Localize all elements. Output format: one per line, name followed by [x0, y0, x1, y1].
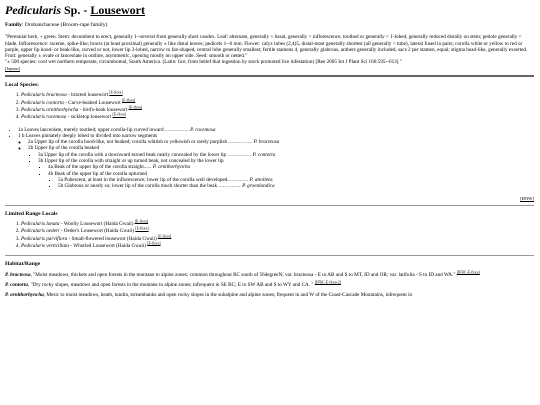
title-common-name: Lousewort [90, 3, 146, 17]
species-name[interactable]: Pedicularis contorta [21, 99, 64, 106]
divider [5, 255, 534, 256]
eflora-link[interactable]: [E-flora] [122, 97, 136, 102]
jepson-link[interactable]: [Jepson] [5, 65, 20, 71]
eflora-link[interactable]: [E-flora] [135, 226, 149, 231]
ifbc-link[interactable]: [IFBC-E-flora] [456, 269, 480, 274]
key-5a: ▪ 5a Pubescent, at least in the inflorescence; lower lip of the corolla well developed.............. P. attollens [58, 177, 534, 183]
identification-key [5, 127, 534, 190]
list-item: 1. Pedicularis bracteosa - bracted lousewort [E-flora] [21, 92, 534, 98]
list-item: 4. Pedicularis verticillata - Whorled Lousewort (Haida Gwaii) [E-flora] [21, 243, 534, 249]
list-item: 2. Pedicularis contorta - Curve-beaked Lousewort [E-flora] [21, 100, 534, 106]
species-name[interactable]: Pedicularis verticillata [21, 243, 69, 250]
habitat-entry: P. ornithorhyncha, Mesic to moist meadows, heath, tundra, streambanks and open rocky slopes in the subalpine and alpine zones; frequent in and W of the Coast-Cascade Mountains, infrequent in [5, 292, 413, 299]
family-value: : Orobanchaceae (Broom-rape family) [21, 22, 108, 28]
key-5b: ▪ 5b Glabrous or nearly so; lower lip of the corolla much shorter than the beak ............... P. groenlandica [58, 183, 534, 189]
divider [5, 205, 534, 206]
key-1a: • 1a Leaves lanceolate, merely toothed; upper corolla-lip curved inward ................ P. racemosa [18, 127, 534, 133]
limited-range-list [5, 221, 534, 249]
eflora-link[interactable]: [E-flora] [128, 105, 142, 110]
key-2a: ◦ 2a Upper lip of the corolla hood-like, not beaked; corolla whitish to yellowish or rarely purplish ................ P. bracteosa [28, 139, 534, 145]
key-3a: ▪ 3a Upper lip of the corolla with a downward turned beak nearly concealed by the lower lip ................ P. contorta [38, 152, 534, 158]
title-genus: Pedicularis [5, 3, 61, 17]
eflora-link[interactable]: [E-flora] [158, 233, 172, 238]
list-item: 1. Pedicularis lanata - Woolly Lousewort (Haida Gwaii) [E-flora] [21, 221, 534, 227]
local-species-heading: Local Species: [5, 82, 40, 89]
family-line [5, 22, 534, 28]
eflora-link[interactable]: [E-flora] [112, 112, 126, 117]
habitat-section [5, 269, 534, 299]
key-1b: • 1 b Leaves pinnately deeply lobed to divided into narrow segments ◦ 2a Upper lip of the corolla hood-like, not beaked; corolla whitish to yellowish or rarely purplish ................ P. bracteosa ◦ 2b Upper lip of the corolla beaked ▪ 3a Upper lip of the corolla with a downward turned beak nearly concealed by the lower lip ................ P. contorta ▪ 3b Upper lip of the corolla with straight or up turned beak, not concealed by the lower lip ▪ 4a Beak of the upper lip of the corolla straight...... P. ornithorhyncha ▪ 4b Beak of the upper lip of the corolla upturned ▪ 5a Pubescent, at least in the inflorescence; lower lip of the corolla well developed.............. P. attollens ▪ 5b Glabrous or nearly so; lower lip of the corolla much shorter than the beak ............... P. groenlandica [18, 133, 534, 190]
habitat-heading: Habitat/Range [5, 261, 41, 268]
local-species-list [5, 92, 534, 120]
eflora-link[interactable]: [E-flora] [147, 241, 161, 246]
species-name[interactable]: Pedicularis bracteosa [21, 92, 67, 99]
list-item: 3. Pedicularis ornithorhyncha - bird's-beak lousewort [E-flora] [21, 107, 534, 113]
habitat-entry: P. bracteosa, "Moist meadows, thickets and open forests in the montane to alpine zones; common throughout BC south of 56degreeN; var. bracteosa - E to AB and S to MT, ID and OR; var. latifolia - S to ID and WA." [IFBC-E-flora] [5, 269, 480, 278]
title-sp: Sp. - [61, 3, 91, 17]
list-item: 3. Pedicularis parviflora - Small-flowered lousewort (Haida Gwaii) [E-flora] [21, 236, 534, 242]
list-item: 4. Pedicularis racemosa - sickletop lousewort [E-flora] [21, 114, 534, 120]
habitat-entry: P. contorta, "Dry rocky slopes, meadows and open forests in the montane to alpine zones; infrequent in SE BC; E to SW AB and S to WY and CA. " [IFBC-E-flora-2] [5, 280, 341, 288]
species-name[interactable]: Pedicularis parviflora [21, 235, 68, 242]
key-3b: ▪ 3b Upper lip of the corolla with straight or up turned beak, not concealed by the lower lip ▪ 4a Beak of the upper lip of the corolla straight...... P. ornithorhyncha ▪ 4b Beak of the upper lip of the corolla upturned ▪ 5a Pubescent, at least in the inflorescence; lower lip of the corolla well developed.............. P. attollens ▪ 5b Glabrous or nearly so; lower lip of the corolla much shorter than the beak ............... P. groenlandica [38, 158, 534, 189]
eflora-link[interactable]: [E-flora] [109, 90, 123, 95]
species-name[interactable]: Pedicularis racemosa [21, 114, 67, 121]
key-2b: ◦ 2b Upper lip of the corolla beaked ▪ 3a Upper lip of the corolla with a downward turned beak nearly concealed by the lower lip ................ P. contorta ▪ 3b Upper lip of the corolla with straight or up turned beak, not concealed by the lower lip ▪ 4a Beak of the upper lip of the corolla straight...... P. ornithorhyncha ▪ 4b Beak of the upper lip of the corolla upturned ▪ 5a Pubescent, at least in the inflorescence; lower lip of the corolla well developed.............. P. attollens ▪ 5b Glabrous or nearly so; lower lip of the corolla much shorter than the beak ............... P. groenlandica [28, 145, 534, 189]
page-title [5, 3, 534, 17]
key-4b: ▪ 4b Beak of the upper lip of the corolla upturned ▪ 5a Pubescent, at least in the inflorescence; lower lip of the corolla well developed.............. P. attollens ▪ 5b Glabrous or nearly so; lower lip of the corolla much shorter than the beak ............... P. groenlandica [48, 171, 534, 190]
divider [5, 75, 534, 77]
species-name[interactable]: Pedicularis ornithorhyncha [21, 106, 79, 113]
genus-description: "Perennial herb, + green. Stem: decumbent to erect, generally 1--several from generally short caudex. Leaf: alternate, generally + basal, generally < inflorescence, toothed or generally > 1-lobed, generally reduced distally on stem; petiole generally < blade. Inflorescence: raceme, spike-like; bracts (at least proximal) generally ± like distal leaves; pedicels 1--6 mm. Flower: calyx lobes (2,4)5, distal-most generally shortest (all generally < tube), lateral fused in pairs; corolla white or yellow to red or purple, upper lip hood- or beak-like, curved or not, lower lip 3-lobed, narrow to fan-shaped, central lobe generally smallest; fertile stamens 4, generally glabrous, anthers generally included, sacs 2 per stamen, equal; stigma head-like, generally exserted. Fruit: generally ± ovate or lanceolate in outline, asymmetric, opening mostly on upper side. Seed: smooth or netted." [5, 34, 528, 60]
ifbc-link[interactable]: [IFBC-E-flora-2] [314, 280, 341, 285]
list-item: 2. Pedicularis oederi - Oeder's Lousewort (Haida Gwaii) [E-flora] [21, 228, 534, 234]
hnw-link[interactable]: [HNW] [519, 195, 534, 201]
family-label: Family [5, 22, 22, 28]
limited-range-heading: Limited Range Locals [5, 210, 58, 217]
eflora-link[interactable]: [E-flora] [134, 219, 149, 224]
species-name[interactable]: Pedicularis oederi [21, 228, 60, 235]
genus-distribution: "± 500 species: cool wet northern temperate, circumboreal, South America. (Latin: lice, from belief that ingestion by stock promoted lice infestation) [Ree 2005 Int J Plant Sci 166:595--613] " [5, 59, 402, 66]
species-name[interactable]: Pedicularis lanata [21, 221, 60, 228]
key-4a: ▪ 4a Beak of the upper lip of the corolla straight...... P. ornithorhyncha [48, 164, 534, 170]
